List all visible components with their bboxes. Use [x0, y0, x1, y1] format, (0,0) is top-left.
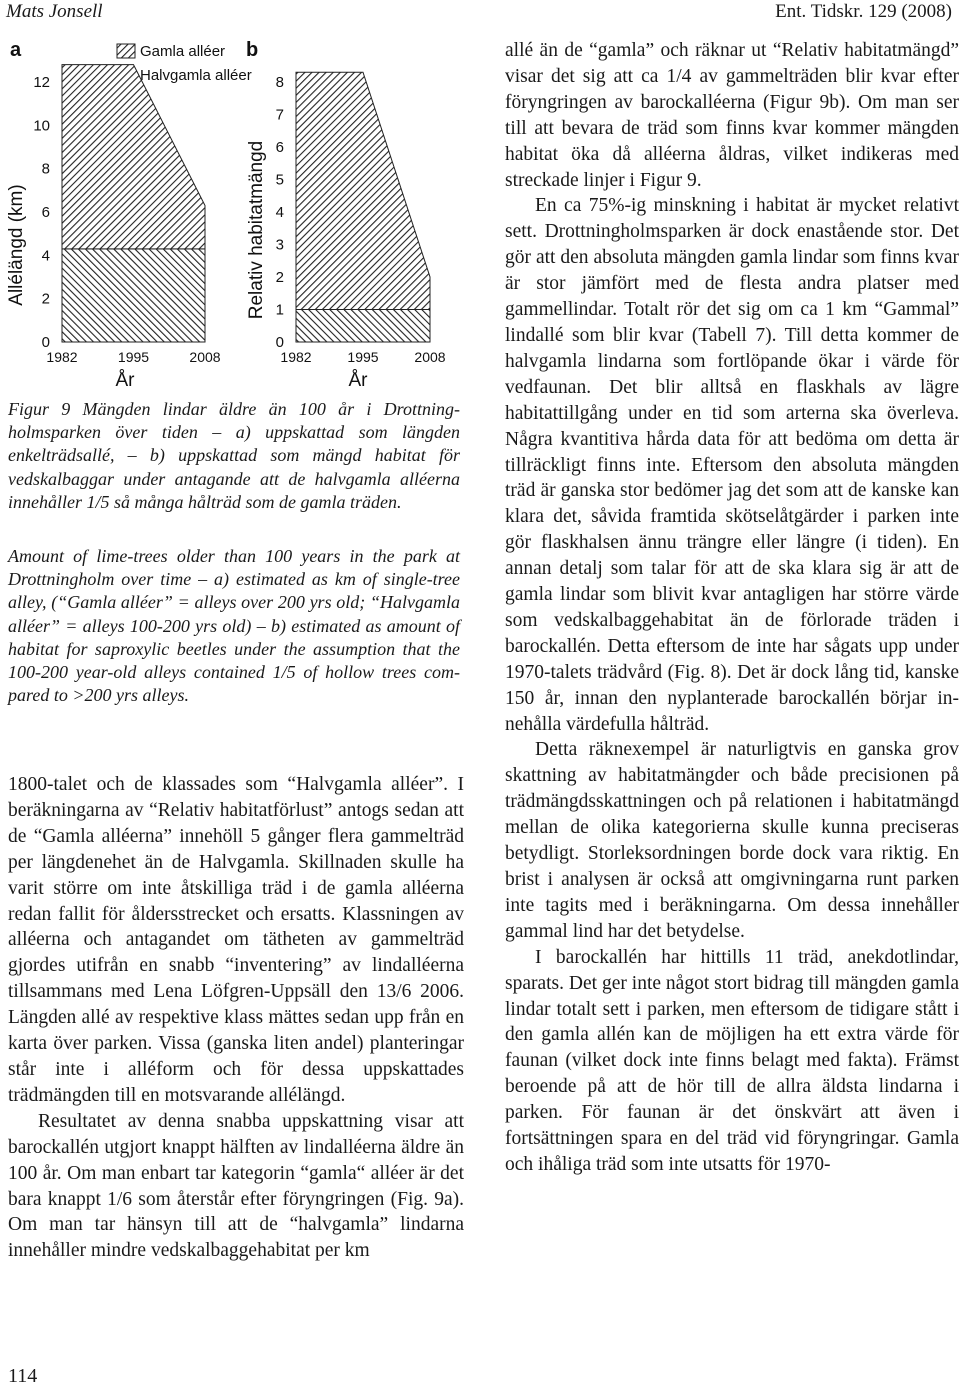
ytick-b-0: 0	[275, 334, 284, 351]
xtick-b-1995: 1995	[347, 349, 379, 365]
ytick-a-4: 4	[41, 247, 50, 265]
left-paragraph-1: 1800-talet och de klassades som “Halvgamla alléer”. I beräkningarna av “Relativ habitatförlust” antogs sedan att de “Gamla alléerna” innehöll 5 gånger flera gammelträd per längdenehet än de Halvgamla. Skillnaden skulle ha varit större om inte åtskilliga träd i de gamla alléerna redan fallit för åldersstrecket och ersatts. Klassningen av alléerna och antagandet om tätheten av gammelträd gjordes utifrån en snabb “inventering” av lindalléerna tillsammans med Lena Löfgren-Uppsäll den 13/6 2006. Längden allé av respektive klass mättes sedan upp från en karta över parken. Vissa (ganska liten andel) planteringar står inte i alléform och för dessa uppskattades trädmängden till en motsvarande allélängd.	[8, 774, 464, 1106]
xtick-a-1982: 1982	[46, 349, 78, 365]
ytick-b-3: 3	[275, 236, 284, 254]
ytick-a-0: 0	[41, 334, 50, 351]
right-paragraph-3: Detta räknexempel är naturligtvis en ganska grov skattning av habitatmängder och både precisionen på trädmängdsskattningen och på relationen i habitatmängd mellan de olika kategorierna skulle kunna preciseras betydligt. Storleksordningen borde dock vara riktig. En brist i analysen är också att omgivningarna runt parken inte tagits med i beräkningarna. Om dessa innehåller gammal lind har det betydelse.	[505, 739, 959, 942]
page-number: 114	[8, 1365, 38, 1387]
left-paragraph-2: Resultatet av denna snabba uppskattning visar att barockallén utgjort knappt hälften av lindalléerna äldre än 100 år. Om man enbart tar kategorin “gamla“ alléer är det bara knappt 1/6 som återstår efter föryngringen (Fig. 9a). Om man tar hänsyn till att de “halvgamla” lindarna innehåller mindre vedskalbaggehabitat per km	[8, 1110, 464, 1262]
xtick-a-2008: 2008	[189, 349, 221, 365]
panel-b-label: b	[246, 39, 259, 61]
ytick-b-2: 2	[275, 269, 284, 286]
xtick-b-1982: 1982	[280, 349, 312, 365]
figure-caption-english: Amount of lime-trees older than 100 years in the park at Drottningholm over time – a) estimated as km of single-tree alley, (“Gamla alléer” = alleys over 200 yrs old; “Halvgamla alléer” = alleys 100-200 yrs old) – b) estimated as amount of habitat for saproxylic beetles under the assumption that the 100-200 year-old alleys contained 1/5 of hollow trees compared to >200 yrs alleys.	[8, 546, 460, 706]
ytick-b-6: 6	[275, 139, 284, 156]
ytick-b-4: 4	[275, 204, 284, 221]
ytick-a-2: 2	[41, 290, 50, 308]
right-paragraph-4: I barockallén har hittills 11 träd, anekdotlindar, sparats. Det ger inte något stort bidrag till mängden gamla lindar totalt sett i parken, men eftersom de tidigare stått i den gamla allén kan de möjligen ha ett extra värde för faunan (vilket dock inte finns belagt med fakta). Främst beroende på att de hör till de allra äldsta lindarna i parken. För faunan är det önskvärt att även i fortsättningen spara en del träd vid föryngringar. Gamla och ihåliga träd som inte utsatts för 1970-	[505, 946, 959, 1175]
xtick-b-2008: 2008	[414, 349, 446, 365]
ytick-b-8: 8	[275, 74, 284, 91]
ytick-a-6: 6	[41, 204, 50, 221]
panel-b-chart	[276, 72, 446, 365]
area-half-old-a	[62, 249, 205, 342]
right-column	[505, 38, 959, 1178]
area-old-b	[296, 72, 430, 309]
ytick-a-8: 8	[41, 160, 50, 178]
ytick-b-7: 7	[275, 106, 284, 124]
xtick-a-1995: 1995	[117, 349, 150, 365]
legend-label-old: Gamla alléer	[140, 43, 226, 60]
ytick-a-12: 12	[33, 74, 50, 91]
right-paragraph-1: allé än de “gamla” och räknar ut “Relativ habitatmängd” visar det sig att ca 1/4 av gammelträden blir kvar efter föryngringen av barockalléerna (Figur 9b). Om man ser till att bevara de träd som finns kvar kommer mängden habitat öka då alléerna åldras, vilket indikeras med streckade linjer i Figur 9.	[505, 40, 959, 191]
ytick-b-5: 5	[275, 171, 284, 189]
area-old-a	[62, 65, 205, 249]
panel-a-ylabel: Allélängd (km)	[6, 184, 27, 306]
panel-a-xlabel: År	[115, 370, 135, 391]
running-header-journal: Ent. Tidskr. 129 (2008)	[775, 1, 952, 22]
figure-caption-swedish: Figur 9 Mängden lindar äldre än 100 år i Drottningholmsparken över tiden – a) uppskattad som längden enkelträdsallé, – b) uppskattad som mängd habitat för vedskalbaggar under antagande att de halvgamla alléerna innehåller 1/5 så många hålträd som de gamla träden.	[8, 399, 460, 512]
legend-label-half: Halvgamla alléer	[140, 67, 252, 84]
legend-swatch-old	[117, 44, 135, 58]
ytick-a-10: 10	[33, 117, 50, 135]
panel-b-ylabel: Relativ habitatmängd	[246, 140, 267, 320]
right-paragraph-2: En ca 75%-ig minskning i habitat är mycket relativt sett. Drottningholmsparken är dock enastående stor. Det gör att den absoluta mängden gamla lindar som finns kvar är stor jämfört med de flesta andra platser med gammellindar. Totalt rör det sig om ca 1 km “Gammal” lindallé som blir kvar (Tabell 7). Till detta kommer de halvgamla lindarna som fortlöpande ökar i värde för vedfaunan. Det blir alltså en flaskhals av lägre habitattillgång under en tid som arterna ska överleva. Några kvantitiva hårda data för att bedöma om detta är tillräckligt finns inte. Eftersom den absoluta mängden träd är ganska stor bedömer jag det som att de kanske kan klara det, såvida framtida skötselåtgärder i parken inte gör flaskhalsen ännu trängre eller längre (i tiden). En annan detalj som talar för att de ska klara sig är att de gamla lindar som blivit kvar antagligen har större värde som vedskalbaggehabitat än de förlorade träden i barockallén. Detta eftersom de inte har sågats upp under 1970-talets trädvård (Fig. 8). Det är dock lång tid, kanske 150 år, innan den nyplanterade barockallén börjar innehålla värdefulla hålträd.	[505, 195, 959, 735]
panel-b-xlabel: År	[348, 370, 368, 391]
running-header-author: Mats Jonsell	[6, 1, 103, 22]
panel-a-chart	[33, 65, 220, 365]
panel-a-label: a	[10, 39, 22, 61]
area-half-old-b	[296, 310, 430, 343]
figure-9	[0, 30, 480, 400]
left-column	[8, 772, 464, 1264]
ytick-b-1: 1	[275, 301, 284, 319]
